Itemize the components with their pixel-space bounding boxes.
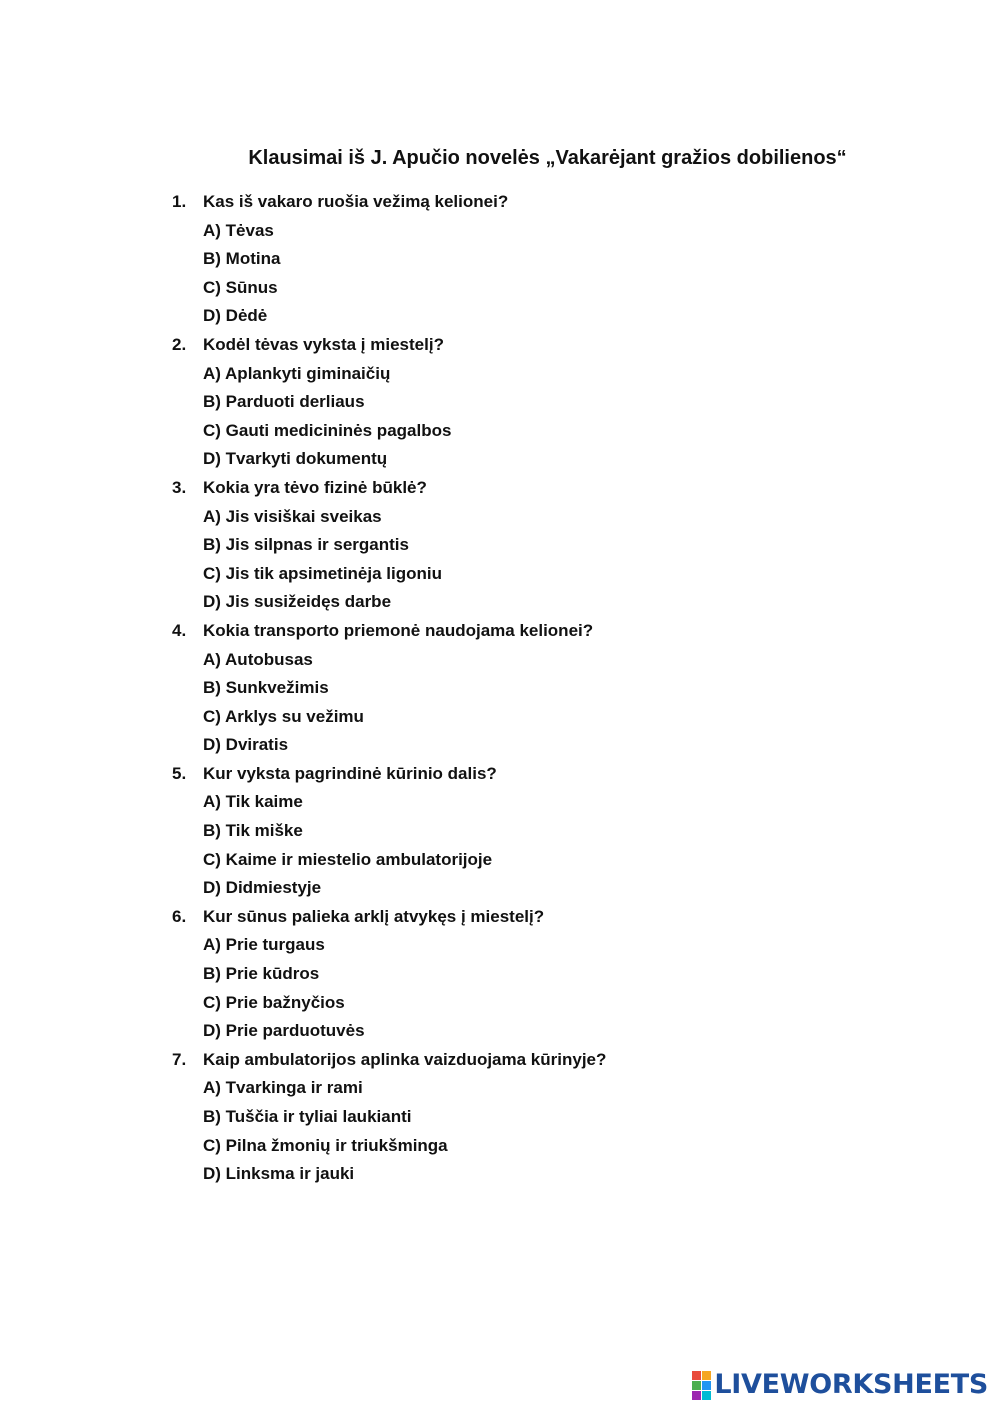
logo-text: LIVEWORKSHEETS <box>714 1369 988 1400</box>
answer-option[interactable]: B) Motina <box>203 249 281 269</box>
logo-tile <box>692 1381 701 1390</box>
question-number: 3. <box>172 477 187 497</box>
answer-option[interactable]: C) Jis tik apsimetinėja ligoniu <box>203 563 442 583</box>
question-number: 4. <box>172 620 187 640</box>
question-line <box>172 760 606 789</box>
answer-option[interactable]: D) Dėdė <box>203 306 268 326</box>
logo-tile <box>692 1371 701 1380</box>
answer-option[interactable]: A) Prie turgaus <box>203 935 325 955</box>
answer-option[interactable]: D) Tvarkyti dokumentų <box>203 449 388 469</box>
question-item <box>172 188 606 331</box>
answer-option[interactable]: B) Parduoti derliaus <box>203 392 365 412</box>
question-item <box>172 903 606 1046</box>
answer-option[interactable]: D) Linksma ir jauki <box>203 1164 355 1184</box>
question-line <box>172 903 606 932</box>
answer-option[interactable]: C) Prie bažnyčios <box>203 992 345 1012</box>
question-line <box>172 331 606 360</box>
answer-option[interactable]: D) Dviratis <box>203 735 289 755</box>
answer-option[interactable]: B) Jis silpnas ir sergantis <box>203 535 409 555</box>
question-list <box>172 188 606 1189</box>
logo-tile <box>702 1391 711 1400</box>
question-text: Kas iš vakaro ruošia vežimą kelionei? <box>203 192 509 211</box>
logo-tile <box>702 1381 711 1390</box>
logo-tile <box>702 1371 711 1380</box>
question-number: 2. <box>172 334 187 354</box>
document-title: Klausimai iš J. Apučio novelės „Vakarėjant gražios dobilienos“ <box>248 147 847 169</box>
question-item <box>172 1046 606 1189</box>
answer-option[interactable]: B) Tik miške <box>203 821 303 841</box>
question-text: Kokia transporto priemonė naudojama kelionei? <box>203 620 594 640</box>
question-text: Kokia yra tėvo fizinė būklė? <box>203 477 427 497</box>
question-number: 6. <box>172 906 187 926</box>
answer-option[interactable]: B) Tuščia ir tyliai laukianti <box>203 1107 412 1126</box>
question-text: Kur vyksta pagrindinė kūrinio dalis? <box>203 763 497 783</box>
question-number: 7. <box>172 1049 187 1069</box>
liveworksheets-logo-icon <box>692 1371 711 1400</box>
answer-option[interactable]: A) Autobusas <box>203 649 313 669</box>
answer-option[interactable]: B) Sunkvežimis <box>203 678 329 698</box>
question-line <box>172 1046 606 1075</box>
question-line <box>172 188 606 217</box>
liveworksheets-logo[interactable] <box>692 1370 988 1400</box>
answer-option[interactable]: C) Sūnus <box>203 277 278 297</box>
question-item <box>172 474 606 617</box>
question-item <box>172 331 606 474</box>
answer-option[interactable]: A) Tėvas <box>203 220 274 240</box>
answer-option[interactable]: C) Arklys su vežimu <box>203 706 364 726</box>
answer-option[interactable]: D) Didmiestyje <box>203 878 322 898</box>
answer-option[interactable]: D) Prie parduotuvės <box>203 1021 365 1041</box>
answer-option[interactable]: B) Prie kūdros <box>203 964 320 984</box>
question-item <box>172 617 606 760</box>
question-number: 5. <box>172 763 187 783</box>
question-text: Kur sūnus palieka arklį atvykęs į miestelį? <box>203 906 545 926</box>
question-line <box>172 474 606 503</box>
answer-option[interactable]: A) Tik kaime <box>203 792 303 812</box>
answer-option[interactable]: C) Gauti medicininės pagalbos <box>203 420 452 440</box>
question-text: Kodėl tėvas vyksta į miestelį? <box>203 334 444 354</box>
question-line <box>172 617 606 646</box>
question-text: Kaip ambulatorijos aplinka vaizduojama kūrinyje? <box>203 1049 607 1069</box>
question-item <box>172 760 606 903</box>
answer-option[interactable]: A) Jis visiškai sveikas <box>203 506 382 526</box>
logo-tile <box>692 1391 701 1400</box>
answer-option[interactable]: A) Tvarkinga ir rami <box>203 1078 363 1098</box>
answer-option[interactable]: C) Kaime ir miestelio ambulatorijoje <box>203 849 493 869</box>
answer-option[interactable]: D) Jis susižeidęs darbe <box>203 592 392 612</box>
answer-option[interactable]: A) Aplankyti giminaičių <box>203 363 391 383</box>
question-number: 1. <box>172 192 187 211</box>
answer-option[interactable]: C) Pilna žmonių ir triukšminga <box>203 1135 448 1155</box>
